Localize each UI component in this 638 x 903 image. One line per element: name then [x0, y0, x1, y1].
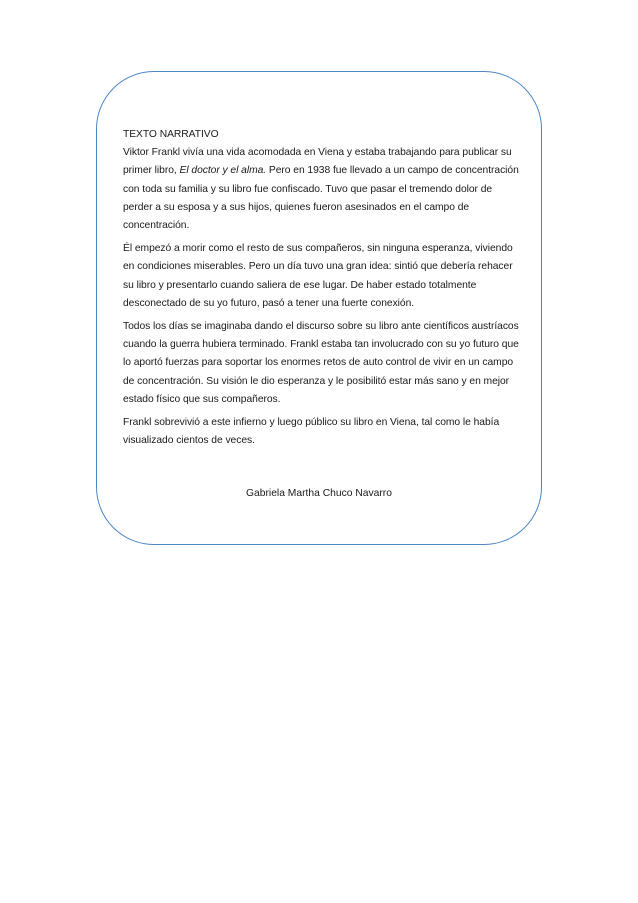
paragraph-1-end: Pero en 1938 fue llevado a un campo de concentración con toda su familia y su libro fue confiscado. Tuvo que pasar el tremendo dolor de perder a su esposa y a sus hijos, quienes fueron asesinados en el campo de concentración.	[123, 165, 519, 232]
paragraph-1	[123, 144, 523, 235]
paragraph-4: Frankl sobrevivió a este infierno y luego público su libro en Viena, tal como le había visualizado cientos de veces.	[123, 417, 500, 447]
book-title-italic: El doctor y el alma.	[179, 165, 267, 177]
paragraph-3: Todos los días se imaginaba dando el discurso sobre su libro ante científicos austríacos cuando la guerra hubiera terminado. Frankl estaba tan involucrado con su yo futuro que lo aportó fuerzas para soportar los enormes retos de auto control de vivir en un campo de concentración. Su visión le dio esperanza y le posibilitó estar más sano y en mejor estado físico que sus compañeros.	[123, 321, 519, 405]
author-signature: Gabriela Martha Chuco Navarro	[246, 488, 392, 499]
narrative-text-body	[123, 126, 523, 455]
paragraph-1-start: Viktor Frankl vivía una vida acomodada en Viena y estaba trabajando para publicar su primer libro,	[123, 147, 512, 177]
paragraph-2: Él empezó a morir como el resto de sus compañeros, sin ninguna esperanza, viviendo en condiciones miserables. Pero un día tuvo una gran idea: sintió que debería rehacer su libro y presentarlo cuando saliera de ese lugar. De haber estado totalmente desconectado de su yo futuro, pasó a tener una fuerte conexión.	[123, 243, 513, 309]
document-heading: TEXTO NARRATIVO	[123, 129, 219, 140]
